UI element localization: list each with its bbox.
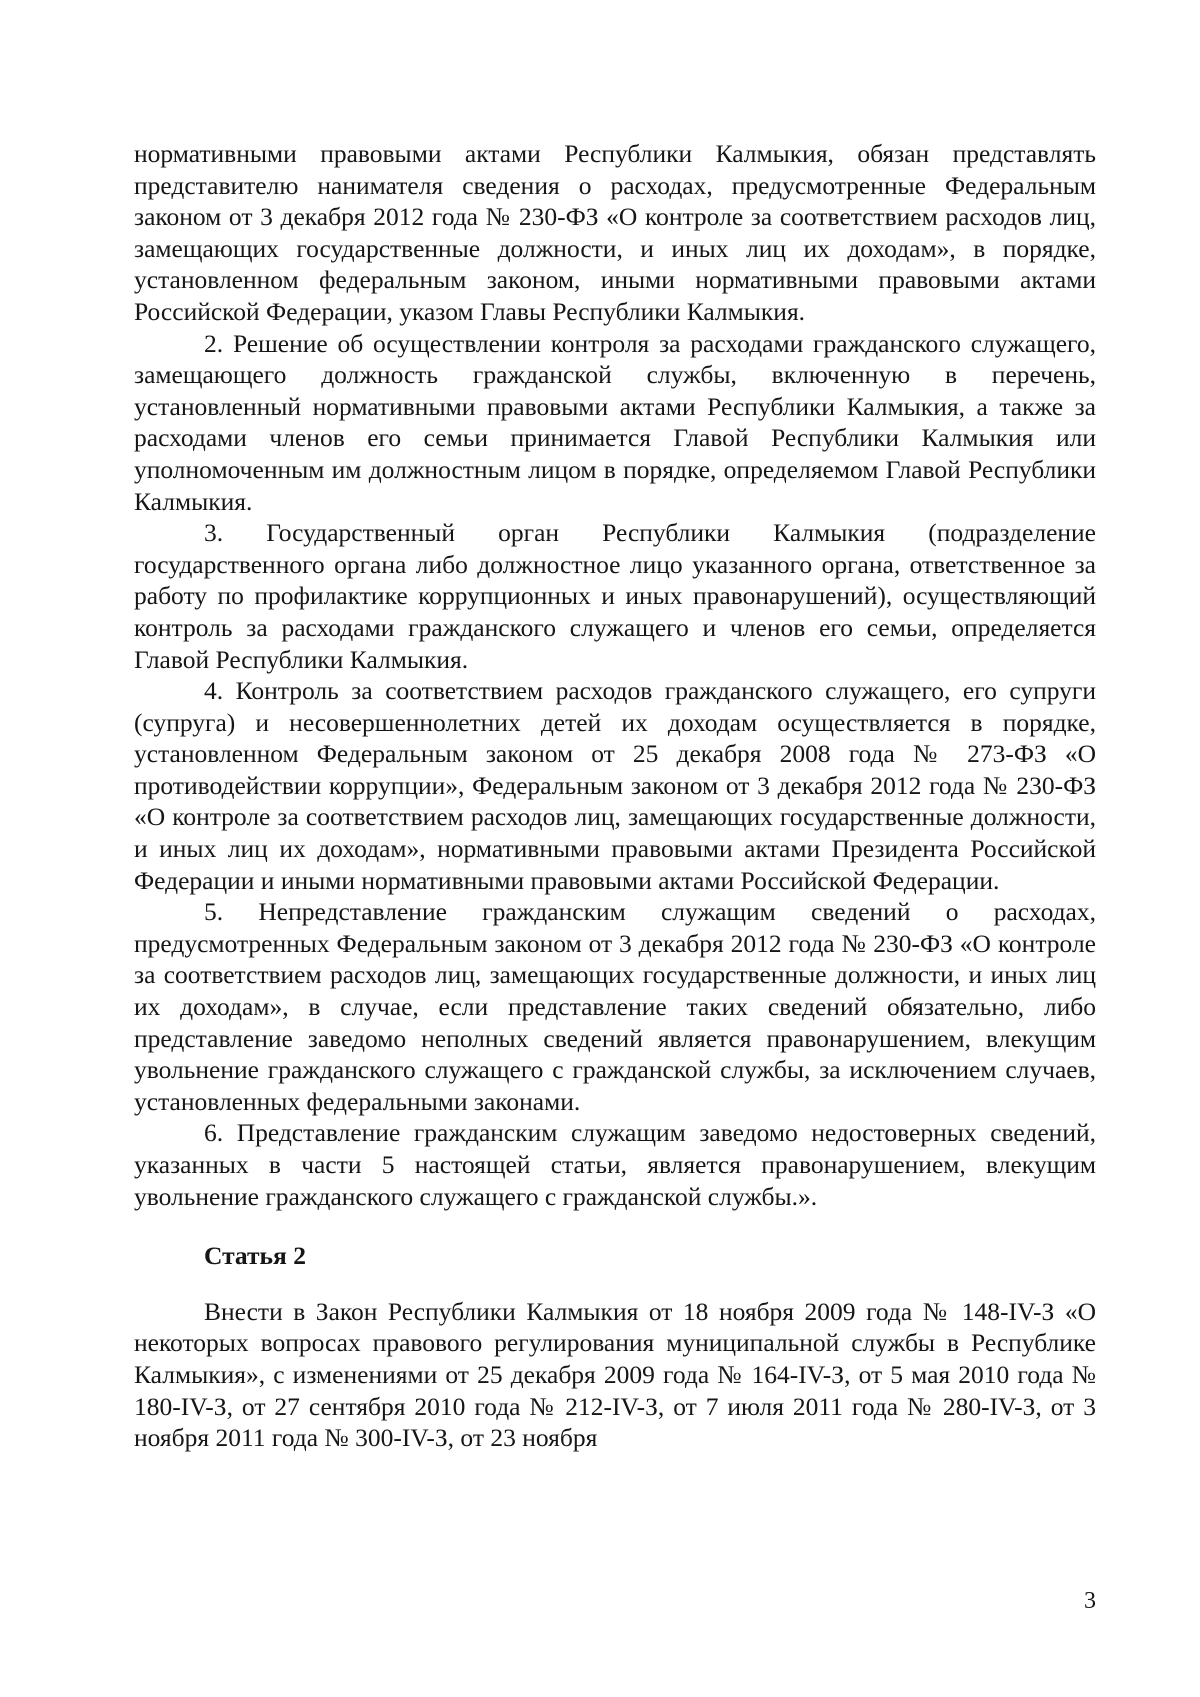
article-2-heading: Статья 2 [204,1241,306,1271]
document-page [134,138,1096,1454]
article-2-text: Внести в Закон Республики Калмыкия от 18 ноября 2009 года № 148-IV-З «О некоторых вопросах правового регулирования муниципальной службы в Республике Калмыкия», с изменениями от 25 декабря 2009 года № 164-IV-З, от 5 мая 2010 года № 180-IV-З, от 27 сентября 2010 года № 212-IV-З, от 7 июля 2011 года № 280-IV-З, от 3 ноября 2011 года № 300-IV-З, от 23 ноября [134,1296,1096,1453]
paragraph-item-3: 3. Государственный орган Республики Калмыкия (подразделение государственного органа либо должностное лицо указанного органа, ответственное за работу по профилактике коррупционных и иных правонарушений), осуществляющий контроль за расходами гражданского служащего и членов его семьи, определяется Главой Республики Калмыкия. [134,518,1096,674]
page-number: 3 [1084,1588,1096,1614]
paragraph-item-4: 4. Контроль за соответствием расходов гражданского служащего, его супруги (супруга) и несовершеннолетних детей их доходам осуществляется в порядке, установленном Федеральным законом от 25 декабря 2008 года № 273-ФЗ «О противодействии коррупции», Федеральным законом от 3 декабря 2012 года № 230-ФЗ «О контроле за соответствием расходов лиц, замещающих государственные должности, и иных лиц их доходам», нормативными правовыми актами Президента Российской Федерации и иными нормативными правовыми актами Российской Федерации. [134,676,1096,895]
paragraph-item-6: 6. Представление гражданским служащим заведомо недостоверных сведений, указанных в части 5 настоящей статьи, является правонарушением, влекущим увольнение гражданского служащего с гражданской службы.». [134,1118,1096,1211]
paragraph-item-2: 2. Решение об осуществлении контроля за расходами гражданского служащего, замещающего должность гражданской службы, включенную в перечень, установленный нормативными правовыми актами Республики Калмыкия, а также за расходами членов его семьи принимается Главой Республики Калмыкия или уполномоченным им должностным лицом в порядке, определяемом Главой Республики Калмыкия. [134,328,1096,516]
paragraph-continuation: нормативными правовыми актами Республики Калмыкия, обязан представлять представителю нанимателя сведения о расходах, предусмотренные Федеральным законом от 3 декабря 2012 года № 230-ФЗ «О контроле за соответствием расходов лиц, замещающих государственные должности, и иных лиц их доходам», в порядке, установленном федеральным законом, иными нормативными правовыми актами Российской Федерации, указом Главы Республики Калмыкия. [134,139,1096,326]
paragraph-item-5: 5. Непредставление гражданским служащим сведений о расходах, предусмотренных Федеральным законом от 3 декабря 2012 года № 230-ФЗ «О контроле за соответствием расходов лиц, замещающих государственные должности, и иных лиц их доходам», в случае, если представление таких сведений обязательно, либо представление заведомо неполных сведений является правонарушением, влекущим увольнение гражданского служащего с гражданской службы, за исключением случаев, установленных федеральными законами. [134,897,1096,1116]
